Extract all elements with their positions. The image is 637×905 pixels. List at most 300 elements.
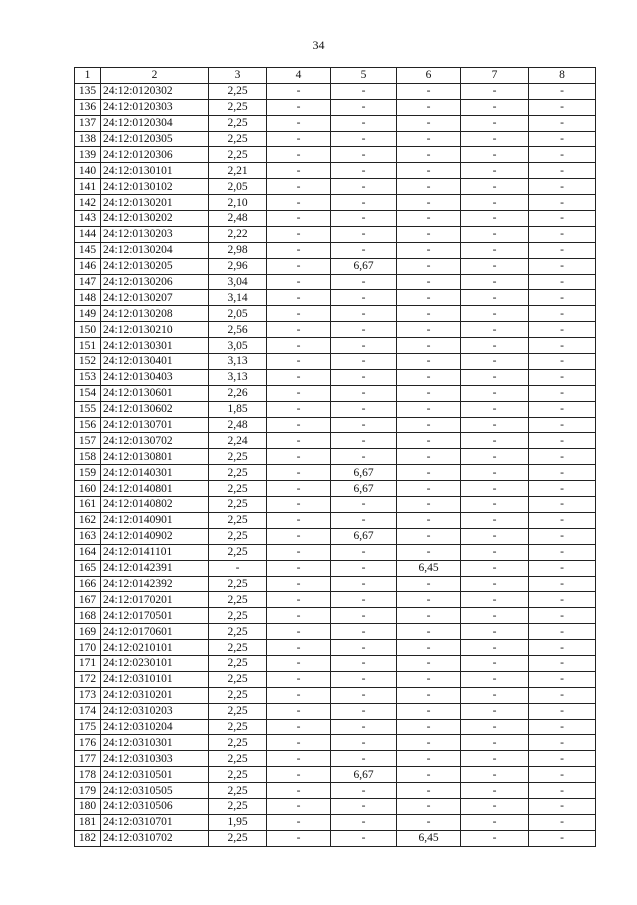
table-cell: 180 — [75, 798, 101, 814]
table-cell: - — [331, 99, 397, 115]
table-cell: - — [267, 560, 331, 576]
table-cell: - — [529, 258, 596, 274]
table-row — [75, 512, 596, 528]
table-cell: 137 — [75, 115, 101, 131]
table-cell: 24:12:0310303 — [101, 751, 209, 767]
table-cell: - — [397, 544, 461, 560]
table-cell: 166 — [75, 576, 101, 592]
table-cell: - — [267, 369, 331, 385]
table-cell: - — [529, 195, 596, 211]
table-cell: 152 — [75, 354, 101, 370]
table-cell: - — [267, 163, 331, 179]
table-cell: 169 — [75, 624, 101, 640]
table-cell: 154 — [75, 385, 101, 401]
table-cell: - — [461, 481, 529, 497]
table-cell: 24:12:0130208 — [101, 306, 209, 322]
table-cell: - — [529, 433, 596, 449]
table-cell: 2,25 — [209, 99, 267, 115]
table-cell: 136 — [75, 99, 101, 115]
table-cell: - — [397, 179, 461, 195]
table-cell: - — [461, 179, 529, 195]
table-cell: - — [397, 465, 461, 481]
table-row — [75, 83, 596, 99]
table-cell: 2,25 — [209, 449, 267, 465]
table-cell: - — [397, 767, 461, 783]
table-row — [75, 290, 596, 306]
table-cell: - — [461, 544, 529, 560]
table-cell: - — [397, 735, 461, 751]
table-cell: - — [529, 671, 596, 687]
table-cell: 139 — [75, 147, 101, 163]
table-cell: - — [529, 655, 596, 671]
table-cell: 158 — [75, 449, 101, 465]
table-cell: - — [331, 147, 397, 163]
table-cell: - — [331, 830, 397, 846]
table-cell: - — [331, 131, 397, 147]
table-cell: - — [529, 354, 596, 370]
table-row — [75, 147, 596, 163]
table-cell: - — [397, 608, 461, 624]
table-cell: - — [461, 354, 529, 370]
table-cell: 24:12:0130601 — [101, 385, 209, 401]
table-cell: - — [331, 687, 397, 703]
table-cell: 24:12:0310204 — [101, 719, 209, 735]
table-cell: - — [397, 528, 461, 544]
table-cell: - — [461, 735, 529, 751]
table-cell: - — [461, 131, 529, 147]
column-header: 5 — [331, 68, 397, 84]
table-cell: 24:12:0130701 — [101, 417, 209, 433]
table-cell: - — [267, 767, 331, 783]
table-row — [75, 163, 596, 179]
table-cell: 182 — [75, 830, 101, 846]
table-cell: 2,25 — [209, 640, 267, 656]
table-row — [75, 385, 596, 401]
table-row — [75, 671, 596, 687]
table-cell: - — [397, 512, 461, 528]
table-cell: - — [397, 147, 461, 163]
table-row — [75, 576, 596, 592]
table-cell: - — [267, 322, 331, 338]
table-cell: - — [529, 163, 596, 179]
table-row — [75, 608, 596, 624]
table-cell: - — [461, 401, 529, 417]
table-cell: - — [267, 242, 331, 258]
table-cell: 155 — [75, 401, 101, 417]
table-cell: 24:12:0120305 — [101, 131, 209, 147]
table-cell: - — [397, 338, 461, 354]
table-cell: 3,14 — [209, 290, 267, 306]
table-cell: 2,05 — [209, 179, 267, 195]
table-cell: 135 — [75, 83, 101, 99]
table-cell: - — [461, 290, 529, 306]
table-cell: - — [529, 608, 596, 624]
table-cell: 2,25 — [209, 783, 267, 799]
table-cell: - — [267, 481, 331, 497]
table-cell: 3,13 — [209, 354, 267, 370]
table-cell: 24:12:0310501 — [101, 767, 209, 783]
table-cell: - — [331, 401, 397, 417]
table-cell: - — [397, 211, 461, 227]
table-row — [75, 338, 596, 354]
column-header: 1 — [75, 68, 101, 84]
table-cell: - — [331, 544, 397, 560]
table-cell: 24:12:0140901 — [101, 512, 209, 528]
table-cell: - — [529, 385, 596, 401]
table-cell: 2,25 — [209, 481, 267, 497]
table-cell: - — [267, 433, 331, 449]
table-cell: - — [461, 528, 529, 544]
table-row — [75, 449, 596, 465]
table-cell: - — [397, 417, 461, 433]
table-cell: - — [331, 306, 397, 322]
table-cell: - — [331, 354, 397, 370]
table-cell: 24:12:0130210 — [101, 322, 209, 338]
table-cell: 2,25 — [209, 830, 267, 846]
table-cell: - — [331, 449, 397, 465]
table-cell: - — [397, 226, 461, 242]
table-cell: - — [529, 640, 596, 656]
table-cell: - — [397, 497, 461, 513]
table-cell: - — [331, 512, 397, 528]
table-row — [75, 417, 596, 433]
table-cell: - — [267, 592, 331, 608]
table-cell: 6,45 — [397, 830, 461, 846]
table-row — [75, 814, 596, 830]
table-cell: - — [461, 433, 529, 449]
table-row — [75, 369, 596, 385]
data-table — [74, 67, 596, 847]
table-cell: 173 — [75, 687, 101, 703]
table-cell: 2,98 — [209, 242, 267, 258]
table-cell: 2,25 — [209, 83, 267, 99]
table-cell: 24:12:0170201 — [101, 592, 209, 608]
table-cell: 3,13 — [209, 369, 267, 385]
table-cell: - — [461, 798, 529, 814]
table-cell: 156 — [75, 417, 101, 433]
table-cell: 6,67 — [331, 258, 397, 274]
table-cell: - — [529, 703, 596, 719]
table-cell: - — [397, 322, 461, 338]
table-cell: 160 — [75, 481, 101, 497]
table-cell: - — [529, 544, 596, 560]
table-cell: - — [267, 131, 331, 147]
table-cell: 24:12:0130301 — [101, 338, 209, 354]
table-cell: - — [331, 608, 397, 624]
table-row — [75, 401, 596, 417]
table-cell: - — [529, 417, 596, 433]
table-cell: - — [529, 592, 596, 608]
table-cell: - — [397, 433, 461, 449]
table-cell: 181 — [75, 814, 101, 830]
table-cell: 2,25 — [209, 719, 267, 735]
table-cell: 24:12:0130401 — [101, 354, 209, 370]
table-cell: - — [331, 783, 397, 799]
column-header: 7 — [461, 68, 529, 84]
table-cell: - — [461, 751, 529, 767]
table-cell: - — [397, 814, 461, 830]
page-number: 34 — [312, 38, 325, 52]
table-row — [75, 433, 596, 449]
table-cell: 24:12:0120302 — [101, 83, 209, 99]
table-cell: - — [461, 640, 529, 656]
table-cell: - — [331, 338, 397, 354]
table-cell: 24:12:0170501 — [101, 608, 209, 624]
table-cell: - — [331, 226, 397, 242]
table-cell: 24:12:0130206 — [101, 274, 209, 290]
table-cell: - — [461, 576, 529, 592]
table-row — [75, 274, 596, 290]
table-cell: - — [397, 687, 461, 703]
table-cell: 2,21 — [209, 163, 267, 179]
table-cell: 2,25 — [209, 576, 267, 592]
table-cell: 24:12:0130202 — [101, 211, 209, 227]
table-cell: - — [397, 83, 461, 99]
table-cell: 138 — [75, 131, 101, 147]
table-cell: - — [529, 242, 596, 258]
table-cell: - — [461, 814, 529, 830]
table-cell: 179 — [75, 783, 101, 799]
table-cell: 24:12:0310505 — [101, 783, 209, 799]
table-cell: 24:12:0310301 — [101, 735, 209, 751]
table-cell: - — [529, 211, 596, 227]
table-cell: - — [267, 465, 331, 481]
table-cell: - — [529, 735, 596, 751]
table-cell: 2,22 — [209, 226, 267, 242]
table-cell: - — [461, 369, 529, 385]
table-cell: - — [331, 290, 397, 306]
table-cell: - — [461, 719, 529, 735]
table-row — [75, 592, 596, 608]
table-row — [75, 687, 596, 703]
table-row — [75, 703, 596, 719]
table-cell: 159 — [75, 465, 101, 481]
table-cell: - — [397, 719, 461, 735]
table-cell: 2,25 — [209, 767, 267, 783]
table-cell: - — [267, 306, 331, 322]
table-cell: 24:12:0130602 — [101, 401, 209, 417]
table-cell: 2,48 — [209, 417, 267, 433]
table-cell: - — [529, 783, 596, 799]
table-cell: 24:12:0142391 — [101, 560, 209, 576]
table-cell: - — [461, 560, 529, 576]
table-row — [75, 258, 596, 274]
table-cell: - — [529, 687, 596, 703]
table-cell: - — [267, 290, 331, 306]
table-cell: - — [397, 290, 461, 306]
table-header-row — [75, 68, 596, 84]
table-cell: - — [331, 179, 397, 195]
table-cell: - — [267, 147, 331, 163]
table-cell: - — [331, 624, 397, 640]
table-cell: 168 — [75, 608, 101, 624]
table-cell: - — [529, 719, 596, 735]
table-cell: - — [331, 83, 397, 99]
table-row — [75, 131, 596, 147]
table-cell: 172 — [75, 671, 101, 687]
table-cell: - — [529, 99, 596, 115]
table-cell: - — [529, 560, 596, 576]
table-cell: - — [461, 242, 529, 258]
table-cell: - — [529, 274, 596, 290]
table-cell: 163 — [75, 528, 101, 544]
table-cell: - — [529, 481, 596, 497]
table-cell: 164 — [75, 544, 101, 560]
table-cell: - — [529, 798, 596, 814]
table-cell: - — [397, 751, 461, 767]
table-cell: 153 — [75, 369, 101, 385]
table-cell: - — [331, 798, 397, 814]
table-cell: 24:12:0210101 — [101, 640, 209, 656]
table-cell: 24:12:0120304 — [101, 115, 209, 131]
table-cell: 24:12:0120303 — [101, 99, 209, 115]
table-cell: - — [529, 322, 596, 338]
table-cell: 2,24 — [209, 433, 267, 449]
table-cell: 2,25 — [209, 131, 267, 147]
table-cell: - — [267, 115, 331, 131]
table-cell: - — [331, 433, 397, 449]
table-cell: 24:12:0310203 — [101, 703, 209, 719]
table-cell: 24:12:0310201 — [101, 687, 209, 703]
table-cell: 24:12:0310506 — [101, 798, 209, 814]
table-cell: - — [397, 703, 461, 719]
table-cell: - — [331, 592, 397, 608]
table-cell: 140 — [75, 163, 101, 179]
table-cell: 141 — [75, 179, 101, 195]
table-cell: - — [529, 751, 596, 767]
table-cell: - — [461, 655, 529, 671]
table-cell: 24:12:0140802 — [101, 497, 209, 513]
table-cell: 3,05 — [209, 338, 267, 354]
table-cell: - — [331, 560, 397, 576]
table-cell: - — [331, 671, 397, 687]
table-cell: - — [331, 576, 397, 592]
table-cell: 24:12:0130102 — [101, 179, 209, 195]
table-cell: - — [461, 274, 529, 290]
table-cell: - — [331, 369, 397, 385]
table-row — [75, 798, 596, 814]
table-cell: 24:12:0130203 — [101, 226, 209, 242]
table-cell: - — [267, 83, 331, 99]
table-cell: - — [461, 258, 529, 274]
table-cell: 161 — [75, 497, 101, 513]
table-cell: - — [331, 195, 397, 211]
table-cell: 177 — [75, 751, 101, 767]
table-cell: 143 — [75, 211, 101, 227]
table-row — [75, 242, 596, 258]
table-cell: - — [397, 481, 461, 497]
column-header: 3 — [209, 68, 267, 84]
table-cell: 170 — [75, 640, 101, 656]
table-cell: 3,04 — [209, 274, 267, 290]
table-cell: - — [267, 449, 331, 465]
table-cell: 2,25 — [209, 115, 267, 131]
table-cell: - — [331, 703, 397, 719]
table-cell: - — [461, 163, 529, 179]
table-cell: 150 — [75, 322, 101, 338]
table-cell: 24:12:0130403 — [101, 369, 209, 385]
table-row — [75, 322, 596, 338]
table-cell: 2,25 — [209, 751, 267, 767]
column-header: 8 — [529, 68, 596, 84]
table-cell: 1,95 — [209, 814, 267, 830]
table-cell: - — [397, 401, 461, 417]
table-cell: 157 — [75, 433, 101, 449]
table-cell: 2,25 — [209, 735, 267, 751]
table-cell: - — [461, 830, 529, 846]
table-row — [75, 211, 596, 227]
table-cell: - — [267, 354, 331, 370]
table-cell: 24:12:0310702 — [101, 830, 209, 846]
table-cell: - — [397, 369, 461, 385]
table-cell: 24:12:0120306 — [101, 147, 209, 163]
table-cell: - — [529, 83, 596, 99]
table-cell: 174 — [75, 703, 101, 719]
table-cell: - — [529, 290, 596, 306]
table-cell: - — [331, 814, 397, 830]
table-body — [75, 83, 596, 846]
table-cell: - — [267, 624, 331, 640]
table-cell: 6,67 — [331, 481, 397, 497]
table-cell: - — [331, 497, 397, 513]
table-cell: - — [461, 608, 529, 624]
table-cell: - — [461, 671, 529, 687]
table-cell: - — [529, 369, 596, 385]
table-cell: - — [529, 179, 596, 195]
table-cell: - — [529, 624, 596, 640]
table-cell: 24:12:0130101 — [101, 163, 209, 179]
table-row — [75, 226, 596, 242]
table-cell: - — [331, 640, 397, 656]
table-cell: - — [267, 195, 331, 211]
table-cell: - — [267, 798, 331, 814]
table-cell: 2,25 — [209, 528, 267, 544]
table-cell: - — [267, 814, 331, 830]
table-cell: - — [529, 830, 596, 846]
table-cell: - — [267, 655, 331, 671]
table-cell: 1,85 — [209, 401, 267, 417]
table-cell: 2,25 — [209, 544, 267, 560]
table-row — [75, 99, 596, 115]
table-cell: - — [267, 401, 331, 417]
table-row — [75, 544, 596, 560]
table-cell: 142 — [75, 195, 101, 211]
table-cell: 178 — [75, 767, 101, 783]
table-cell: - — [529, 147, 596, 163]
table-cell: 2,25 — [209, 655, 267, 671]
table-cell: 2,25 — [209, 497, 267, 513]
table-cell: - — [529, 306, 596, 322]
table-cell: - — [267, 830, 331, 846]
table-cell: - — [267, 385, 331, 401]
table-cell: 2,25 — [209, 147, 267, 163]
table-cell: - — [397, 592, 461, 608]
table-cell: 165 — [75, 560, 101, 576]
table-cell: - — [397, 354, 461, 370]
table-cell: 2,25 — [209, 671, 267, 687]
table-cell: 2,26 — [209, 385, 267, 401]
table-row — [75, 783, 596, 799]
table-cell: - — [267, 211, 331, 227]
table-cell: - — [267, 687, 331, 703]
table-cell: 2,25 — [209, 687, 267, 703]
table-cell: - — [331, 211, 397, 227]
table-cell: - — [461, 385, 529, 401]
table-cell: - — [267, 179, 331, 195]
table-cell: 6,45 — [397, 560, 461, 576]
table-cell: - — [461, 195, 529, 211]
table-cell: - — [267, 99, 331, 115]
